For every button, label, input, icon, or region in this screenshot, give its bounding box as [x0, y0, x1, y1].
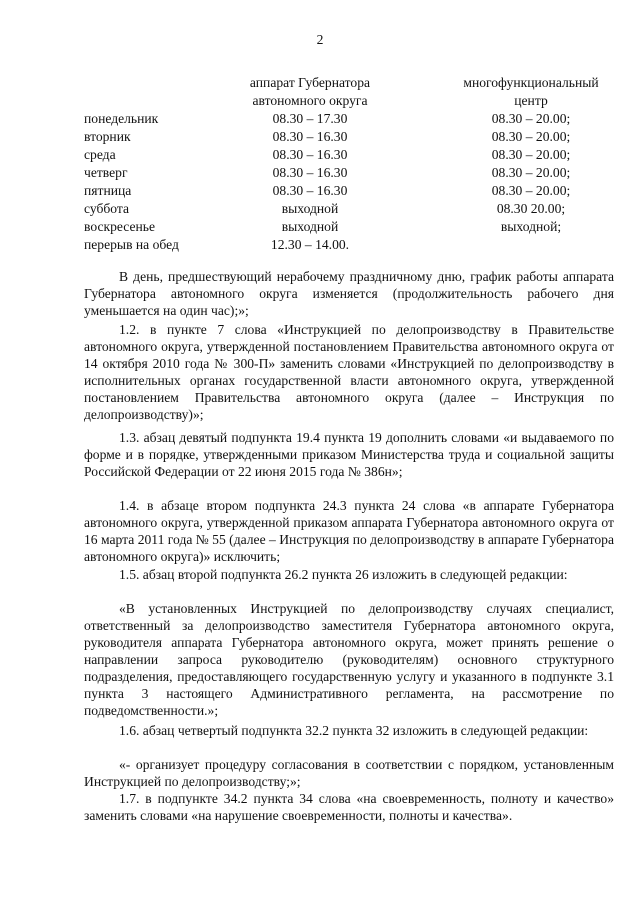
paragraph-item-1-2: 1.2. в пункте 7 слова «Инструкцией по делопроизводству в Правительстве автономного округа, утвержденной постановлением Правительства автономного округа от 14 октября 2010 года № 300-П» заменить словами «Инструкцией по делопроизводству в исполнительных органах государственной власти автономного округа, утвержденной постановлением Правительства автономного округа (далее – Инструкция по делопроизводству)»; [84, 322, 614, 422]
schedule-office-hours: 08.30 – 17.30 [272, 111, 348, 126]
schedule-office-hours: 12.30 – 14.00. [270, 237, 350, 252]
schedule-row [0, 110, 640, 128]
schedule-day: воскресенье [84, 219, 156, 234]
schedule-row [0, 200, 640, 218]
schedule-day: понедельник [84, 111, 159, 126]
schedule-header-office-line: автономного округа [252, 93, 368, 108]
schedule-day: среда [84, 147, 116, 162]
schedule-day: перерыв на обед [84, 237, 179, 252]
schedule-row [0, 236, 640, 254]
schedule-row [0, 146, 640, 164]
schedule-office-hours: выходной [281, 201, 339, 216]
schedule-mfc-hours: 08.30 – 20.00; [491, 147, 571, 162]
schedule-office-hours: 08.30 – 16.30 [272, 129, 348, 144]
paragraph-item-1-5: 1.5. абзац второй подпункта 26.2 пункта 26 изложить в следующей редакции: [119, 567, 568, 582]
schedule-row [0, 218, 640, 236]
schedule-header-mfc-line: многофункциональный [463, 75, 599, 90]
schedule-mfc-hours: выходной; [500, 219, 562, 234]
schedule-office-hours: 08.30 – 16.30 [272, 165, 348, 180]
paragraph-item-1-5-quote: «В установленных Инструкцией по делопроизводству случаях специалист, ответственный за делопроизводство заместителя Губернатора автономного округа, руководителя аппарата Губернатора автономного округа, может принять решение о направлении запроса руководителю (руководителям) основного структурного подразделения, предоставляющего государственную услугу и указанного в подпункте 3.1 пункта 3 настоящего Административного регламента, на рассмотрение по подведомственности.»; [84, 601, 614, 718]
schedule-row [0, 182, 640, 200]
schedule-header-mfc [443, 74, 619, 110]
schedule-row [0, 164, 640, 182]
paragraph-item-1-7: 1.7. в подпункте 34.2 пункта 34 слова «на своевременность, полноту и качество» заменить словами «на нарушение своевременности, полноты и качества». [84, 791, 614, 823]
schedule-office-hours: 08.30 – 16.30 [272, 147, 348, 162]
schedule-day: суббота [84, 201, 130, 216]
schedule-header-office [230, 74, 390, 110]
schedule-header-mfc-line: центр [514, 93, 548, 108]
schedule-mfc-hours: 08.30 – 20.00; [491, 111, 571, 126]
schedule-office-hours: 08.30 – 16.30 [272, 183, 348, 198]
paragraph-holiday-schedule: В день, предшествующий нерабочему праздничному дню, график работы аппарата Губернатора автономного округа изменяется (продолжительность рабочего дня уменьшается на один час);»; [84, 269, 614, 318]
paragraph-item-1-3: 1.3. абзац девятый подпункта 19.4 пункта 19 дополнить словами «и выдаваемого по форме и в порядке, утвержденными приказом Министерства труда и социальной защиты Российской Федерации от 22 июня 2015 года № 386н»; [84, 430, 614, 479]
schedule-day: вторник [84, 129, 131, 144]
schedule-day: четверг [84, 165, 128, 180]
paragraph-item-1-4: 1.4. в абзаце втором подпункта 24.3 пункта 24 слова «в аппарате Губернатора автономного округа, утвержденной приказом аппарата Губернатора автономного округа от 16 марта 2011 года № 55 (далее – Инструкция по делопроизводству в аппарате Губернатора автономного округа)» исключить; [84, 498, 614, 564]
schedule-day: пятница [84, 183, 132, 198]
schedule-header-office-line: аппарат Губернатора [249, 75, 371, 90]
schedule-mfc-hours: 08.30 20.00; [496, 201, 566, 216]
paragraph-item-1-6: 1.6. абзац четвертый подпункта 32.2 пункта 32 изложить в следующей редакции: [119, 723, 589, 738]
schedule-mfc-hours: 08.30 – 20.00; [491, 165, 571, 180]
page-number: 2 [316, 32, 324, 47]
paragraph-item-1-6-quote: «- организует процедуру согласования в соответствии с порядком, установленным Инструкцией по делопроизводству;»; [84, 757, 614, 789]
schedule-office-hours: выходной [281, 219, 339, 234]
schedule-row [0, 128, 640, 146]
schedule-mfc-hours: 08.30 – 20.00; [491, 183, 571, 198]
schedule-mfc-hours: 08.30 – 20.00; [491, 129, 571, 144]
